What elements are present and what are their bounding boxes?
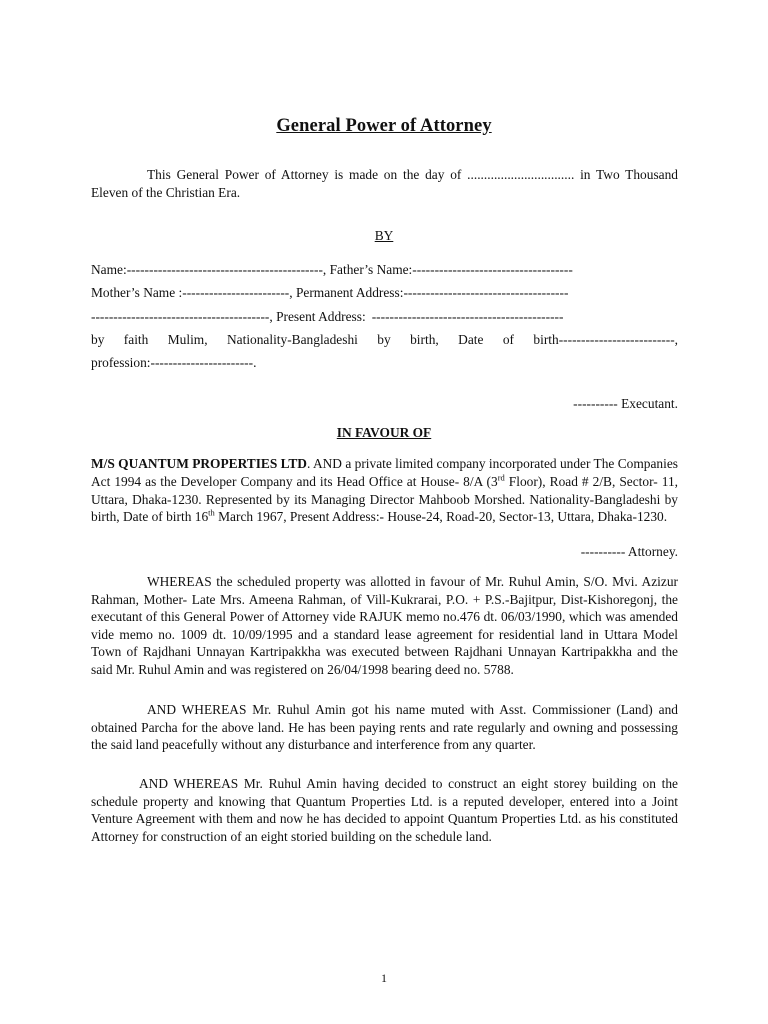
- name-father-field: Name:--------------------------------------------, Father’s Name:: [91, 262, 413, 277]
- party-line-1: [91, 258, 678, 281]
- company-sup-1: rd: [497, 472, 505, 483]
- intro-paragraph: This General Power of Attorney is made on the day of ................................ in Two Thousand Eleven of the Christian Era.: [91, 167, 678, 200]
- mother-permanent-field: Mother’s Name :------------------------, Permanent Address:: [91, 285, 404, 301]
- whereas-paragraph-1: WHEREAS the scheduled property was allotted in favour of Mr. Ruhul Amin, S/O. Mvi. Azizur Rahman, Mother- Late Mrs. Ameena Rahman, of Vill-Kukrarai, P.O. + P.S.-Bajitpur, Dist-Kishoregonj, the executant of this General Power of Attorney vide RAJUK memo no.476 dt. 06/03/1990, which was amended vide memo no. 1009 dt. 10/09/1995 and a standard lease agreement for residential land in Uttara Model Town of Rajdhani Unnayan Kartripakkha was executed between Rajdhani Unnayan Kartripakkha and the said Mr. Ruhul Amin and was registered on 26/04/1998 bearing deed no. 5788.: [91, 574, 678, 677]
- in-favour-heading: IN FAVOUR OF: [336, 425, 432, 440]
- company-text-1: . AND a private limited company incorporated under The Companies Act 1994 as the Developer Company and its Head Office at House- 8/A (3: [91, 456, 678, 489]
- father-name-blank: ------------------------------------: [412, 262, 573, 277]
- attorney-label: ---------- Attorney.: [580, 544, 678, 559]
- document-title: General Power of Attorney: [276, 116, 492, 136]
- company-text-2: Floor), Road # 2/B, Sector- 11, Uttara, Dhaka-1230. Represented by its Managing Director Mahboob Morshed. Nationality-Bangladeshi by birth, Date of birth 16: [91, 473, 678, 525]
- whereas-paragraph-3: AND WHEREAS Mr. Ruhul Amin having decided to construct an eight storey building on the schedule property and knowing that Quantum Properties Ltd. is a reputed developer, entered into a Joint Venture Agreement with them and now he has decided to appoint Quantum Properties Ltd. as his constituted Attorney for construction of an eight storied building on the schedule land.: [91, 776, 678, 844]
- party-line-2: [91, 281, 678, 304]
- company-name: M/S QUANTUM PROPERTIES LTD: [91, 456, 307, 471]
- company-sup-2: th: [208, 507, 215, 518]
- company-text-3: March 1967, Present Address:- House-24, Road-20, Sector-13, Uttara, Dhaka-1230.: [214, 509, 668, 525]
- executant-details: [91, 258, 678, 374]
- present-address-blank: -------------------------------------------: [371, 308, 564, 324]
- by-heading: BY: [374, 228, 394, 243]
- party-line-5: profession:-----------------------.: [91, 355, 257, 371]
- present-address-field: ----------------------------------------, Present Address:: [91, 308, 366, 324]
- permanent-address-blank: -------------------------------------: [403, 285, 569, 301]
- whereas-paragraph-2: AND WHEREAS Mr. Ruhul Amin got his name muted with Asst. Commissioner (Land) and obtained Parcha for the above land. He has been paying rents and rate regularly and owning and possessing the said land peacefully without any disturbance and interference from any quarter.: [91, 702, 678, 753]
- executant-label: ---------- Executant.: [573, 396, 678, 411]
- party-line-4: by faith Mulim, Nationality-Bangladeshi by birth, Date of birth--------------------------,: [91, 331, 678, 347]
- page-number: 1: [381, 971, 387, 985]
- party-line-3: [91, 305, 678, 328]
- company-paragraph: [91, 455, 678, 526]
